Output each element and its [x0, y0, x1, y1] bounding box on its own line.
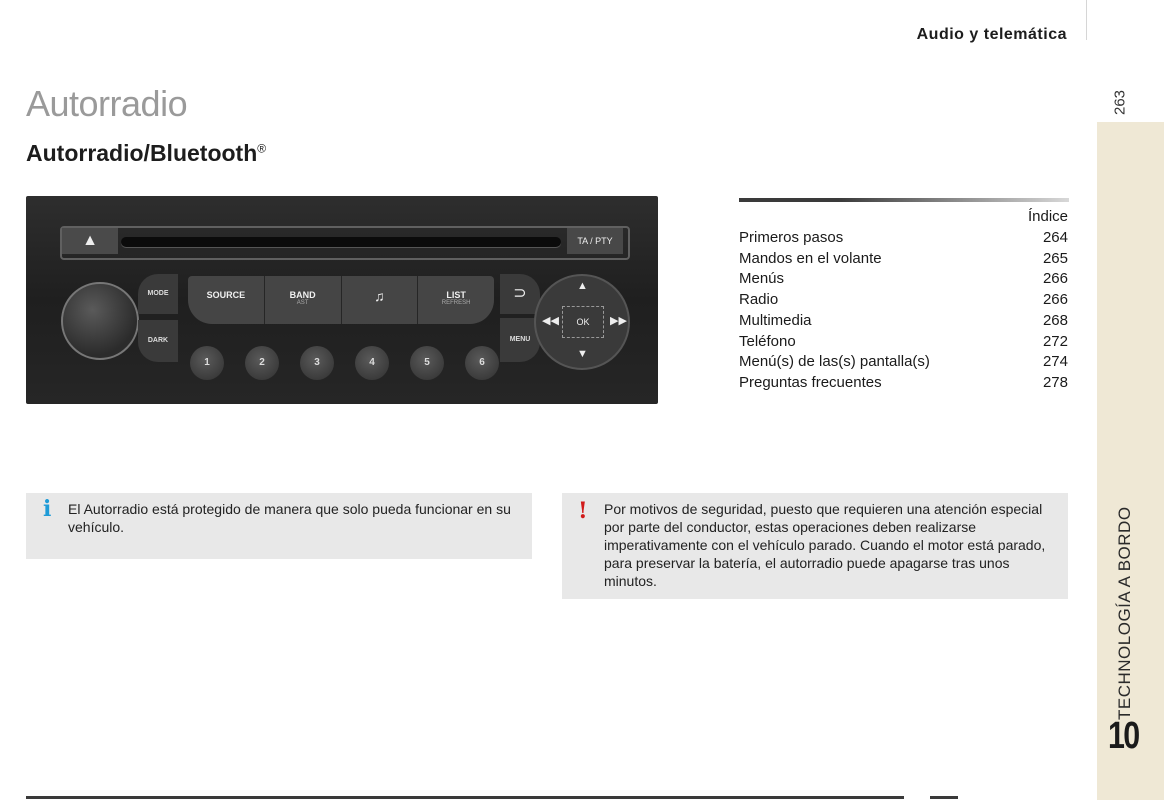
- arrow-up-icon: ▲: [577, 280, 588, 292]
- index-item[interactable]: [739, 249, 1068, 270]
- index-item-label: Primeros pasos: [739, 229, 844, 246]
- page-number: 263: [1111, 89, 1129, 116]
- arrow-down-icon: ▼: [577, 348, 588, 360]
- preset-button-2: 2: [245, 346, 279, 380]
- list-key: [418, 276, 494, 324]
- index-item[interactable]: [739, 290, 1068, 311]
- key-sublabel: AST: [296, 300, 309, 306]
- subtitle-text: Autorradio/Bluetooth: [26, 140, 258, 166]
- index-item[interactable]: [739, 332, 1068, 353]
- chapter-tab-label: TECHNOLOGÍA A BORDO: [1115, 506, 1134, 720]
- index-item[interactable]: [739, 269, 1068, 290]
- band-key: [265, 276, 342, 324]
- footer-rule: [26, 796, 904, 799]
- index-item-label: Radio: [739, 291, 779, 309]
- back-arrow-icon: ⊃: [500, 274, 540, 314]
- warning-icon: !: [578, 498, 588, 524]
- key-label: SOURCE: [206, 290, 246, 300]
- key-label: ♫: [374, 288, 385, 304]
- index-item-page: 274: [1042, 353, 1068, 371]
- ok-button-label: OK: [562, 306, 604, 338]
- index-list: [739, 228, 1068, 394]
- index-item-page: 266: [1042, 270, 1068, 288]
- index-item-label: Menús: [739, 270, 785, 288]
- registered-mark: ®: [257, 141, 267, 156]
- index-item-label: Mandos en el volante: [739, 249, 882, 267]
- seek-forward-icon: ▶▶: [610, 315, 627, 327]
- preset-button-1: 1: [190, 346, 224, 380]
- index-item-label: Preguntas frecuentes: [739, 373, 882, 391]
- dark-button-label: DARK: [138, 320, 178, 362]
- source-key: [188, 276, 265, 324]
- section-subtitle: [26, 140, 266, 167]
- chapter-number: 10: [1108, 715, 1139, 757]
- index-heading: Índice: [1027, 208, 1068, 225]
- ta-pty-button-label: TA / PTY: [567, 228, 623, 254]
- cd-slot: [121, 237, 561, 247]
- index-item-page: 266: [1042, 291, 1068, 309]
- header-divider: [1086, 0, 1087, 40]
- key-label: BAND: [289, 290, 316, 300]
- preset-button-3: 3: [300, 346, 334, 380]
- preset-button-4: 4: [355, 346, 389, 380]
- index-item-label: Menú(s) de las(s) pantalla(s): [739, 353, 930, 371]
- index-item[interactable]: [739, 373, 1068, 394]
- index-item-page: 265: [1042, 249, 1068, 267]
- index-item-page: 278: [1042, 373, 1068, 391]
- index-item-label: Multimedia: [739, 311, 812, 329]
- key-label: LIST: [446, 290, 466, 300]
- eject-icon: ▲: [62, 228, 118, 254]
- mode-button-label: MODE: [138, 274, 178, 314]
- index-item-page: 268: [1042, 311, 1068, 329]
- seek-back-icon: ◀◀: [542, 315, 559, 327]
- radio-faceplate-illustration: [26, 196, 658, 404]
- info-icon: i: [43, 496, 52, 522]
- function-key-bar: [188, 276, 494, 324]
- index-item[interactable]: [739, 352, 1068, 373]
- index-item[interactable]: [739, 228, 1068, 249]
- index-item-label: Teléfono: [739, 332, 796, 350]
- navigation-pad: [534, 274, 630, 370]
- index-item[interactable]: [739, 311, 1068, 332]
- index-divider: [739, 198, 1069, 202]
- preset-button-6: 6: [465, 346, 499, 380]
- warning-note-text: Por motivos de seguridad, puesto que requieren una atención especial por parte del conductor, estas operaciones deben realizarse imperativamente con el vehículo parado. Cuando el motor está parado, para preservar la batería, el autorradio puede apagarse tras unos minutos.: [604, 501, 1046, 589]
- section-title: Autorradio: [26, 83, 188, 124]
- preset-button-5: 5: [410, 346, 444, 380]
- volume-knob: [61, 282, 139, 360]
- music-note-icon: [342, 276, 419, 324]
- key-sublabel: REFRESH: [441, 300, 471, 306]
- info-note-text: El Autorradio está protegido de manera que solo pueda funcionar en su vehículo.: [68, 501, 511, 535]
- footer-rule-segment: [930, 796, 958, 799]
- menu-button-label: MENU: [500, 318, 540, 362]
- index-item-page: 264: [1042, 229, 1068, 246]
- page-header-title: Audio y telemática: [916, 26, 1067, 43]
- warning-note: [562, 493, 1068, 599]
- index-item-page: 272: [1042, 332, 1068, 350]
- info-note: [26, 493, 532, 559]
